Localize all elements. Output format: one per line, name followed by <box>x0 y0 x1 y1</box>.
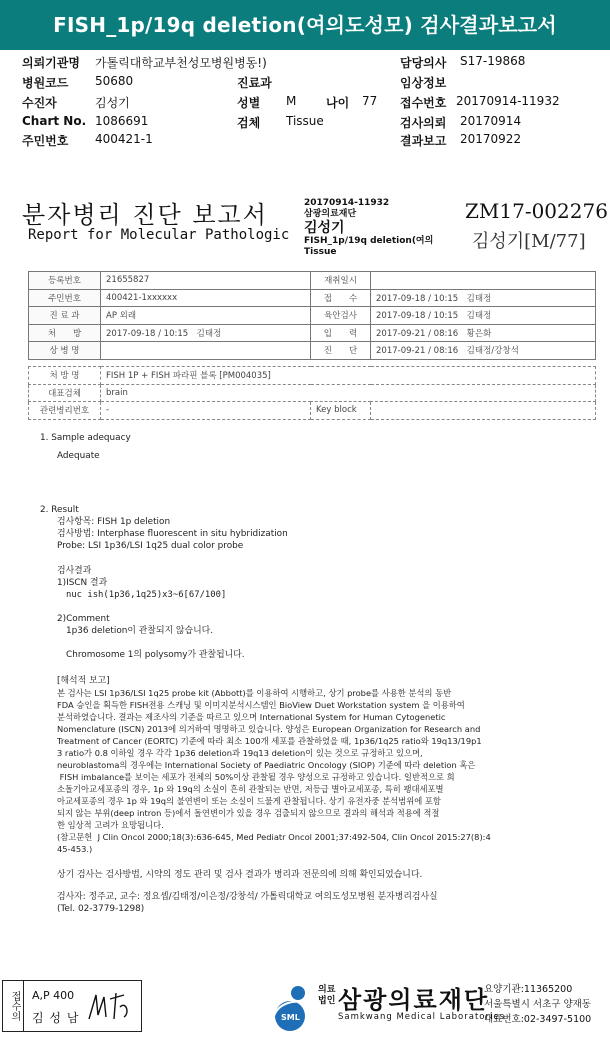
report-title-english: Report for Molecular Pathologic <box>28 227 290 243</box>
chart-value: 1086691 <box>95 114 149 128</box>
sticker-number: 20170914-11932 <box>304 198 390 208</box>
table-value-cell: 400421-1xxxxxx <box>101 289 311 307</box>
lab-telephone: (Tel. 02-3779-1298) <box>57 904 145 915</box>
prescription-table <box>28 366 596 420</box>
sex-label: 성별 <box>237 96 261 110</box>
table-key-cell: 육안검사 <box>311 307 371 325</box>
table-key-cell: 재취일시 <box>311 272 371 290</box>
receipt-stamp-label: 접수의 <box>2 980 24 1032</box>
patient-value: 김성기 <box>95 96 130 110</box>
receipt-value: 20170914-11932 <box>456 94 560 108</box>
interpretation-title: [해석적 보고] <box>57 676 110 687</box>
specimen-value: Tissue <box>286 114 324 128</box>
table-value-cell: 2017-09-18 / 10:15 김태정 <box>371 289 596 307</box>
key-block-label: Key block <box>311 402 371 420</box>
table-value-cell <box>101 342 311 360</box>
report-body <box>40 432 585 916</box>
representative-specimen-label: 대표검체 <box>29 384 101 402</box>
section-result: 2. Result <box>40 505 79 516</box>
probe: Probe: LSI 1p36/LSI 1q25 dual color probe <box>57 541 244 552</box>
table-row <box>29 307 596 325</box>
table-row <box>29 342 596 360</box>
sticker-name: 김성기 <box>304 220 345 236</box>
clinical-label: 임상정보 <box>400 76 447 90</box>
signature-mark <box>84 989 134 1025</box>
org-address: 서울특별시 서초구 양재동 <box>484 999 591 1010</box>
related-pathology-label: 관련병리번호 <box>29 402 101 420</box>
table-row <box>29 324 596 342</box>
patient-label: 수진자 <box>22 96 57 110</box>
patient-name-large: 김성기[M/77] <box>472 231 586 252</box>
age-label: 나이 <box>326 96 350 110</box>
table-value-cell: AP 외래 <box>101 307 311 325</box>
table-row <box>29 289 596 307</box>
table-key-cell: 접 수 <box>311 289 371 307</box>
stamp-code: A,P 400 <box>32 989 75 1002</box>
sticker-org: 삼광의료재단 <box>304 209 357 219</box>
table-value-cell: 2017-09-18 / 10:15 김태정 <box>101 324 311 342</box>
table-key-cell: 진 단 <box>311 342 371 360</box>
comment-heading: 2)Comment <box>57 613 110 624</box>
receipt-label: 접수번호 <box>400 96 447 110</box>
hospital-code-value: 50680 <box>95 74 134 88</box>
stamp-name: 김 성 남 <box>32 1011 80 1025</box>
receipt-stamp-box <box>24 980 142 1032</box>
specimen-label: 검체 <box>237 116 261 130</box>
org-name: 삼광의료재단 <box>338 986 490 1014</box>
report-date-label: 결과보고 <box>400 134 447 148</box>
report-header-title: FISH_1p/19q deletion(여의도성모) 검사결과보고서 <box>0 0 610 50</box>
institution-code: 요양기관:11365200 <box>484 984 573 995</box>
comment-polysomy: Chromosome 1의 polysomy가 관찰됩니다. <box>66 650 245 661</box>
table-key-cell: 상 병 명 <box>29 342 101 360</box>
table-value-cell <box>371 272 596 290</box>
result-heading: 검사결과 <box>57 565 92 576</box>
table-key-cell: 등록번호 <box>29 272 101 290</box>
table-key-cell: 처 방 <box>29 324 101 342</box>
test-item: 검사항목: FISH 1p deletion <box>57 517 171 528</box>
report-title-korean: 분자병리 진단 보고서 <box>22 201 268 229</box>
test-method: 검사방법: Interphase fluorescent in situ hybridization <box>57 529 288 540</box>
verification-note: 상기 검사는 검사방법, 시약의 정도 관리 및 검사 결과가 병리과 전문의에 의해 확인되었습니다. <box>57 870 423 881</box>
request-label: 검사의뢰 <box>400 116 447 130</box>
specimen-sticker <box>304 198 433 258</box>
sticker-test: FISH_1p/19q deletion(여의 <box>304 236 434 246</box>
table-value-cell: 2017-09-21 / 08:16 김태정/강창석 <box>371 342 596 360</box>
table-key-cell: 주민번호 <box>29 289 101 307</box>
hospital-code-label: 병원코드 <box>22 76 69 90</box>
id-value: 400421-1 <box>95 132 153 146</box>
age-value: 77 <box>362 94 378 108</box>
table-key-cell: 입 력 <box>311 324 371 342</box>
sample-adequacy-value: Adequate <box>57 451 100 462</box>
registration-table <box>28 271 596 360</box>
institution-label: 의뢰기관명 <box>22 56 80 70</box>
sml-logo-icon <box>268 982 318 1034</box>
table-value-cell: 21655827 <box>101 272 311 290</box>
report-date-value: 20170922 <box>460 132 522 146</box>
table-key-cell: 진 료 과 <box>29 307 101 325</box>
dept-label: 진료과 <box>237 76 272 90</box>
org-name-english: Samkwang Medical Laboratories <box>338 1012 506 1022</box>
prescription-label: 처 방 명 <box>29 367 101 385</box>
org-phone: 대표번호:02-3497-5100 <box>484 1014 592 1025</box>
table-value-cell: 2017-09-18 / 10:15 김태정 <box>371 307 596 325</box>
iscn-result: nuc ish(1p36,1q25)x3~6[67/100] <box>66 589 227 600</box>
comment-deletion: 1p36 deletion이 관찰되지 않습니다. <box>66 625 214 636</box>
chart-label: Chart No. <box>22 114 87 128</box>
org-type-line2: 법인 <box>318 996 336 1006</box>
representative-specimen-value: brain <box>101 384 596 402</box>
sticker-specimen: Tissue <box>304 247 337 257</box>
institution-value: 가톨릭대학교부천성모병원병동!) <box>95 56 267 70</box>
pathology-number: ZM17-002276 <box>465 199 608 223</box>
key-block-value <box>371 402 596 420</box>
table-value-cell: 2017-09-21 / 08:16 황은화 <box>371 324 596 342</box>
section-sample-adequacy: 1. Sample adequacy <box>40 433 131 443</box>
org-type-line1: 의료 <box>318 985 336 995</box>
related-pathology-value: - <box>101 402 311 420</box>
id-label: 주민번호 <box>22 134 69 148</box>
prescription-value: FISH 1P + FISH 파라핀 블록 [PM004035] <box>101 367 596 385</box>
sml-logo-text: SML <box>281 1013 300 1022</box>
doctor-value: S17-19868 <box>460 54 526 68</box>
sex-value: M <box>286 94 297 108</box>
request-value: 20170914 <box>460 114 522 128</box>
org-contact <box>484 982 591 1027</box>
interpretation-text: 본 검사는 LSI 1p36/LSI 1q25 probe kit (Abbott)를 이용하여 시행하고, 상기 probe를 사용한 분석의 동반 FDA 승인을 획득한 FISH전용 스캐닝 및 이미지분석시스템인 BioView Duet Workstation system 을 이용하여 분석하였습니다. 결과는 제조사의 기준을 따르고 있으며 International System for Human Cytogenetic Nomenclature (ISCN) 2013에 의거하여 명명하고 있습니다. 양성은 European Organization for Research and Treatment of Cancer (EORTC) 기준에 따라 최소 100개 세포를 관찰하였을 때, 1p36/1q25 ratio와 19q13/19p1 3 ratio가 0.8 이하일 경우 각각 1p36 deletion과 19q13 deletion이 있는 것으로 규정하고 있으며, neuroblastoma의 경우에는 International Society of Paediatric Oncology (SIOP) 기준에 따라 deletion 혹은 FISH imbalance를 보이는 세포가 전체의 50%이상 관찰될 경우 양성으로 규정하고 있습니다. 일반적으로 희 소돌기아교세포종의 경우, 1p 와 19q의 소실이 흔히 관찰되는 반면, 저등급 별아교세포종, 특히 팽대세포별 아교세포종의 경우 1p 와 19q의 불연변이 또는 소실이 드물게 관찰됩니다. 상기 유전자중 분석범위에 포함 되지 않는 부위(deep intron 등)에서 돌연변이가 있을 경우 검출되지 않으므로 결과의 해석과 적용에 적절 한 임상적 고려가 요망됩니다. (참고문헌 J Clin Oncol 2000;18(3):636-645, Med Pediatr Oncol 2001;37:492-504, Clin Oncol 2015:27(8):4 45-453.) <box>57 688 491 855</box>
doctor-label: 담당의사 <box>400 56 447 70</box>
org-type <box>318 985 335 1007</box>
iscn-heading: 1)ISCN 결과 <box>57 577 108 588</box>
examiner-line: 검사자: 정주교, 교수: 정요셉/김태정/이은정/강창석/ 가톨릭대학교 여의도성모병원 분자병리검사실 <box>57 892 438 903</box>
table-row <box>29 272 596 290</box>
sml-logo <box>268 982 318 1038</box>
